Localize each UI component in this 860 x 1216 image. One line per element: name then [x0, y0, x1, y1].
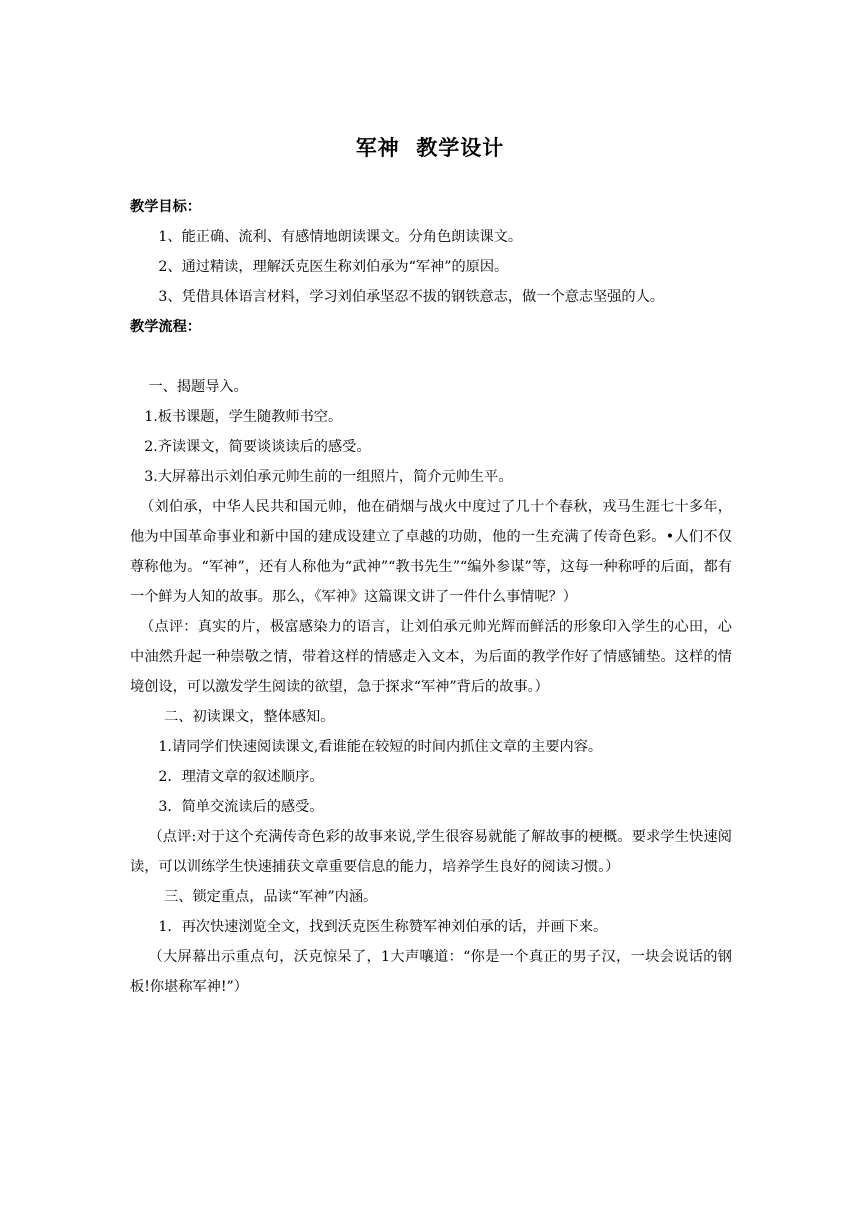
document-body: [130, 192, 732, 1002]
quote-paragraph: （大屏幕出示重点句，沃克惊呆了，1大声嚷道：“你是一个真正的男子汉，一块会说话的钢板!你堪称军神!”）: [130, 949, 732, 995]
comment-paragraph: （点评：真实的片，极富感染力的语言，让刘伯承元帅光辉而鲜活的形象印入学生的心田，心中油然升起一种崇敬之情，带着这样的情感走入文本，为后面的教学作好了情感铺垫。这样的情境创设，可以激发学生阅读的欲望，急于探求“军神”背后的故事。）: [130, 619, 732, 695]
section-heading: 三、锁定重点，品读“军神”内涵。: [164, 889, 378, 905]
comment-paragraph: （点评:对于这个充满传奇色彩的故事来说,学生很容易就能了解故事的梗概。要求学生快速阅读，可以训练学生快速捕获文章重要信息的能力，培养学生良好的阅读习惯。）: [130, 829, 732, 875]
goals-heading: 教学目标：: [130, 199, 201, 215]
goal-item: 1、能正确、流利、有感情地朗读课文。分角色朗读课文。: [158, 229, 523, 245]
step-item: 2.齐读课文，简要谈谈读后的感受。: [144, 439, 371, 455]
step-item: 2．理清文章的叙述顺序。: [158, 769, 324, 785]
goal-item: 3、凭借具体语言材料，学习刘伯承坚忍不拔的钢铁意志，做一个意志坚强的人。: [158, 289, 664, 305]
process-heading: 教学流程：: [130, 319, 201, 335]
goal-item: 2、通过精读，理解沃克医生称刘伯承为“军神”的原因。: [158, 259, 509, 275]
step-item: 1.板书课题，学生随教师书空。: [144, 409, 343, 425]
intro-paragraph: （刘伯承，中华人民共和国元帅，他在硝烟与战火中度过了几十个春秋，戎马生涯七十多年，他为中国革命事业和新中国的建成设建立了卓越的功勋，他的一生充满了传奇色彩。•人们不仅尊称他为。“军神”，还有人称他为“武神”“教书先生”“编外参谋”等，这每一种称呼的后面，都有一个鲜为人知的故事。那么，《军神》这篇课文讲了一件什么事情呢？）: [130, 499, 732, 605]
spacer: [130, 342, 732, 372]
step-item: 3．简单交流读后的感受。: [158, 799, 324, 815]
step-item: 1．再次快速浏览全文，找到沃克医生称赞军神刘伯承的话，并画下来。: [158, 919, 608, 935]
step-item: 1.请同学们快速阅读课文,看谁能在较短的时间内抓住文章的主要内容。: [158, 739, 603, 755]
document-title: 军神 教学设计: [355, 136, 505, 160]
step-item: 3.大屏幕出示刘伯承元帅生前的一组照片，简介元帅生平。: [144, 469, 513, 485]
section-heading: 二、初读课文，整体感知。: [164, 709, 335, 725]
section-heading: 一、揭题导入。: [148, 379, 248, 395]
